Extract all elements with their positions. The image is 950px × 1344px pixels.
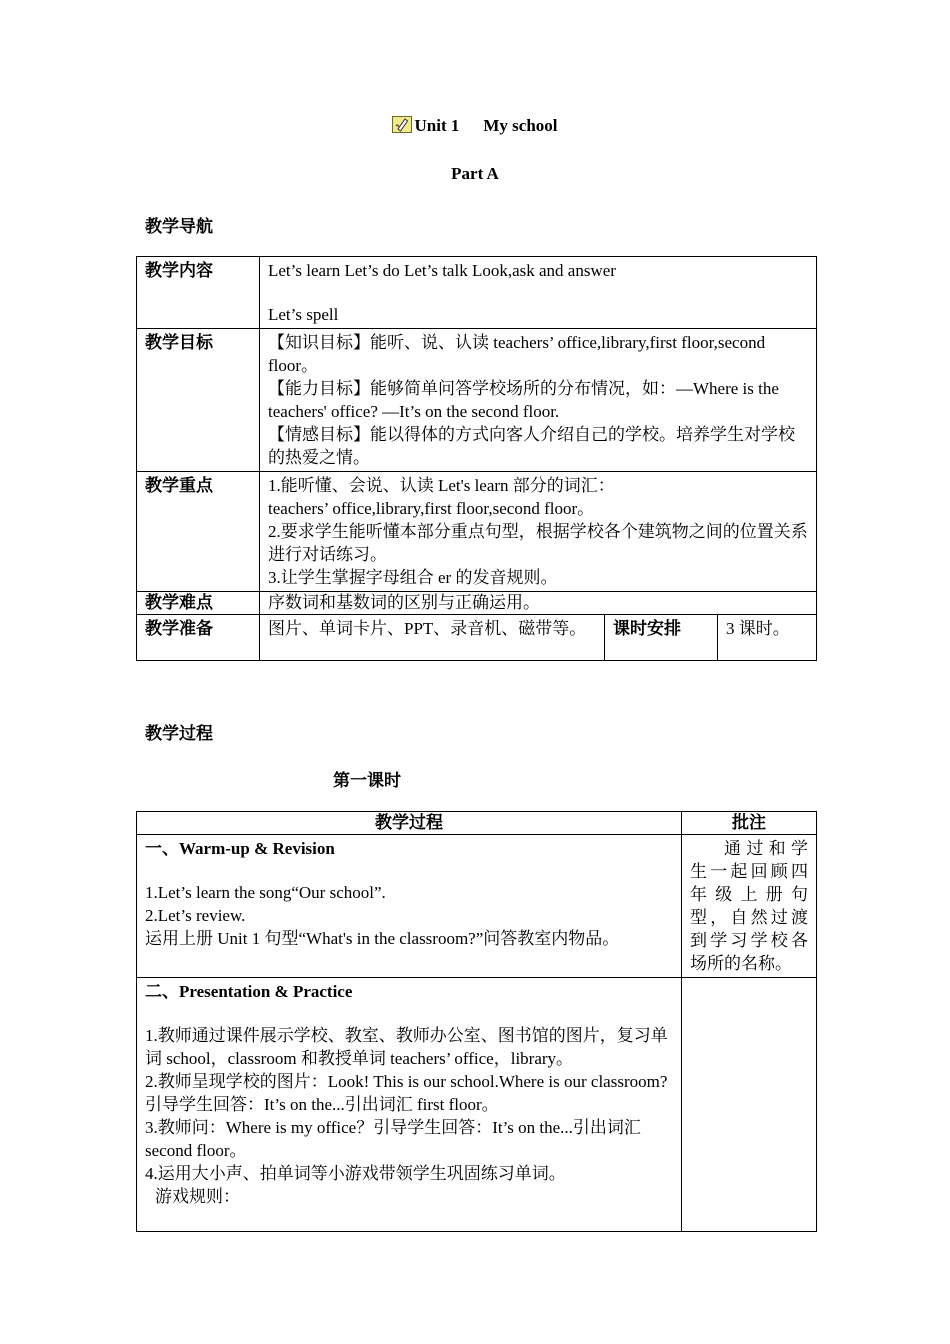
key-points-label: 教学重点	[137, 472, 260, 592]
table-row	[137, 592, 817, 615]
warmup-note: 通过和学生一起回顾四年级上册句型，自然过渡到学习学校各场所的名称。	[682, 835, 817, 978]
key-point: teachers’ office,library,first floor,second floor。	[268, 499, 595, 518]
unit-title: My school	[483, 116, 558, 135]
nav-heading: 教学导航	[145, 217, 213, 236]
teaching-process-table	[136, 811, 817, 1232]
teaching-nav-table	[136, 256, 817, 661]
key-point: 1.能听懂、会说、认读 Let's learn 部分的词汇：	[268, 476, 615, 495]
key-point: 3.让学生掌握字母组合 er 的发音规则。	[268, 568, 558, 587]
step-line: 1.教师通过课件展示学校、教室、教师办公室、图书馆的图片，复习单词 school，classroom 和教授单词 teachers’ office，library。	[145, 1026, 668, 1068]
knowledge-goal: 【知识目标】能听、说、认读 teachers’ office,library,first floor,second floor。	[268, 333, 766, 375]
schedule-label: 课时安排	[605, 615, 718, 661]
part-title: Part A	[451, 164, 499, 183]
table-row	[137, 472, 817, 592]
ability-goal: 【能力目标】能够简单问答学校场所的分布情况，如：—Where is the teachers' office? —It’s on the second floor.	[268, 379, 779, 421]
presentation-note	[682, 978, 817, 1232]
table-row	[137, 835, 817, 978]
step-line: 运用上册 Unit 1 句型“What's in the classroom?”问答教室内物品。	[145, 929, 620, 948]
emotion-goal: 【情感目标】能以得体的方式向客人介绍自己的学校。培养学生对学校的热爱之情。	[268, 425, 795, 467]
process-column-header: 教学过程	[137, 812, 682, 835]
table-row	[137, 615, 817, 661]
warmup-cell	[137, 835, 682, 978]
step-line: 游戏规则：	[155, 1187, 240, 1206]
table-row	[137, 329, 817, 472]
goals-label: 教学目标	[137, 329, 260, 472]
step-line: 3.教师问：Where is my office？引导学生回答：It’s on the...引出词汇 second floor。	[145, 1118, 641, 1160]
content-line: Let’s learn Let’s do Let’s talk Look,ask and answer	[268, 261, 616, 280]
difficulty-cell: 序数词和基数词的区别与正确运用。	[260, 592, 817, 615]
content-cell	[260, 257, 817, 329]
step-line: 2.教师呈现学校的图片：Look! This is our school.Where is our classroom? 引导学生回答：It’s on the...引出词汇 first floor。	[145, 1072, 668, 1114]
pencil-note-icon	[392, 116, 412, 133]
lesson-title: 第一课时	[333, 771, 401, 790]
document-title	[0, 116, 950, 136]
table-row	[137, 978, 817, 1232]
table-row	[137, 812, 817, 835]
prep-label: 教学准备	[137, 615, 260, 661]
step-line: 2.Let’s review.	[145, 906, 246, 925]
difficulty-label: 教学难点	[137, 592, 260, 615]
schedule-value: 3 课时。	[718, 615, 817, 661]
section-title: 二、Presentation & Practice	[145, 982, 353, 1001]
table-row	[137, 257, 817, 329]
key-point: 2.要求学生能听懂本部分重点句型，根据学校各个建筑物之间的位置关系进行对话练习。	[268, 522, 808, 564]
step-line: 4.运用大小声、拍单词等小游戏带领学生巩固练习单词。	[145, 1164, 566, 1183]
goals-cell	[260, 329, 817, 472]
prep-cell: 图片、单词卡片、PPT、录音机、磁带等。	[260, 615, 605, 661]
unit-label: Unit 1	[414, 116, 460, 135]
content-label: 教学内容	[137, 257, 260, 329]
process-heading: 教学过程	[145, 724, 213, 743]
section-title: 一、Warm-up & Revision	[145, 839, 335, 858]
key-points-cell	[260, 472, 817, 592]
content-line: Let’s spell	[268, 305, 339, 324]
presentation-cell	[137, 978, 682, 1232]
step-line: 1.Let’s learn the song“Our school”.	[145, 883, 386, 902]
notes-column-header: 批注	[682, 812, 817, 835]
